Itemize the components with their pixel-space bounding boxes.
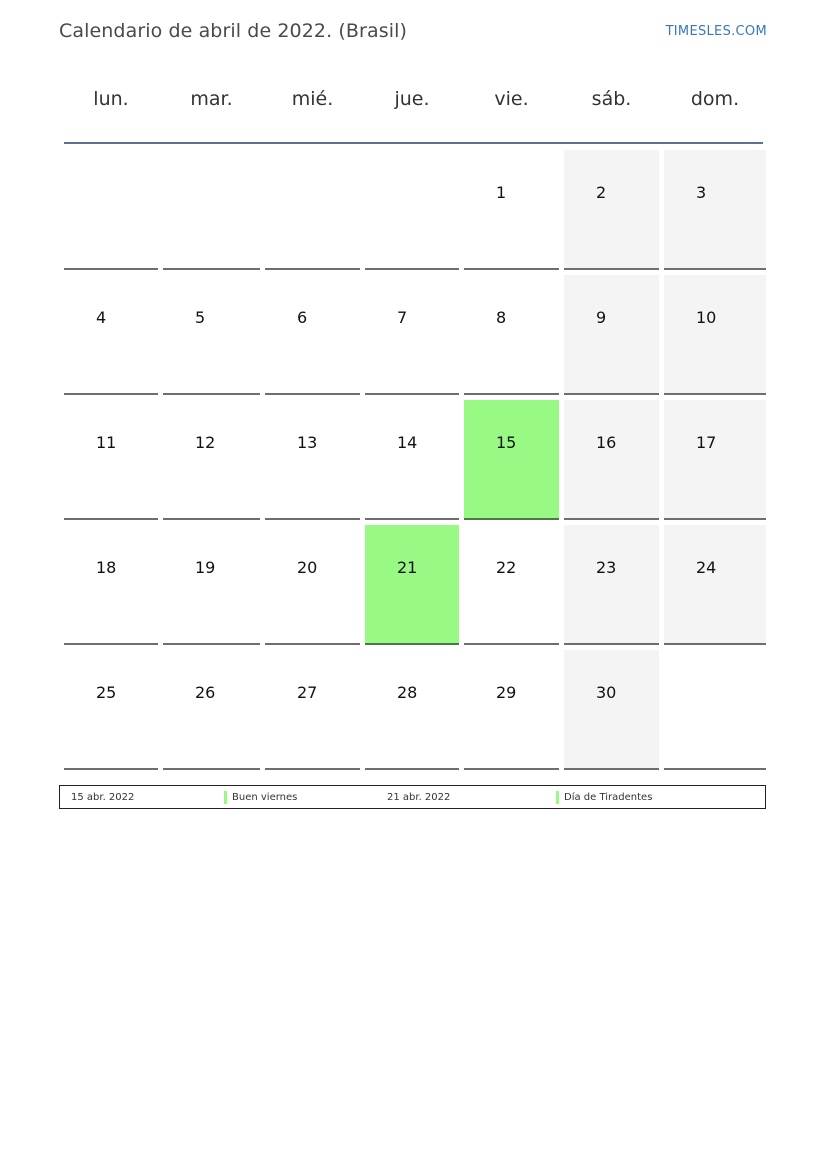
day-number: 29 (496, 683, 517, 702)
day-cell (564, 150, 659, 270)
day-number: 27 (297, 683, 318, 702)
day-number: 6 (297, 308, 308, 327)
day-cell (564, 650, 659, 770)
page-title: Calendario de abril de 2022. (Brasil) (59, 20, 407, 42)
empty-day-cell (64, 150, 158, 270)
legend-color-marker-2 (556, 791, 559, 804)
day-number: 5 (195, 308, 206, 327)
day-cell (365, 275, 459, 395)
legend-holiday-1: Buen viernes (232, 792, 298, 803)
day-number: 18 (96, 558, 117, 577)
day-cell (365, 650, 459, 770)
legend-date-2: 21 abr. 2022 (387, 792, 451, 803)
day-number: 16 (596, 433, 617, 452)
day-number: 14 (397, 433, 418, 452)
day-number: 21 (397, 558, 418, 577)
weekday-saturday: sáb. (591, 88, 632, 110)
day-number: 15 (496, 433, 517, 452)
day-number: 23 (596, 558, 617, 577)
day-cell (365, 400, 459, 520)
day-cell (664, 525, 766, 645)
holiday-legend (59, 785, 766, 809)
day-cell (265, 400, 360, 520)
weekday-header (64, 88, 763, 110)
empty-day-cell (365, 150, 459, 270)
day-number: 24 (696, 558, 717, 577)
day-cell (564, 275, 659, 395)
day-number: 25 (96, 683, 117, 702)
day-number: 7 (397, 308, 408, 327)
day-cell (163, 650, 260, 770)
day-number: 30 (596, 683, 617, 702)
legend-date-1: 15 abr. 2022 (71, 792, 135, 803)
day-cell (163, 525, 260, 645)
day-number: 3 (696, 183, 707, 202)
day-number: 22 (496, 558, 517, 577)
day-cell (464, 400, 559, 520)
legend-holiday-2: Día de Tiradentes (564, 792, 653, 803)
empty-day-cell (265, 150, 360, 270)
day-number: 20 (297, 558, 318, 577)
day-number: 11 (96, 433, 117, 452)
header-divider (64, 142, 763, 144)
day-cell (464, 650, 559, 770)
day-number: 13 (297, 433, 318, 452)
day-number: 2 (596, 183, 607, 202)
day-cell (564, 400, 659, 520)
day-cell (664, 275, 766, 395)
day-cell (464, 150, 559, 270)
legend-color-marker-1 (224, 791, 227, 804)
empty-day-cell (163, 150, 260, 270)
day-number: 28 (397, 683, 418, 702)
day-cell (64, 275, 158, 395)
day-cell (265, 275, 360, 395)
day-number: 19 (195, 558, 216, 577)
day-cell (265, 650, 360, 770)
weekday-monday: lun. (93, 88, 129, 110)
day-cell (64, 650, 158, 770)
day-number: 4 (96, 308, 107, 327)
day-cell (163, 275, 260, 395)
day-cell (365, 525, 459, 645)
day-number: 17 (696, 433, 717, 452)
day-cell (664, 400, 766, 520)
day-number: 12 (195, 433, 216, 452)
day-number: 8 (496, 308, 507, 327)
weekday-sunday: dom. (690, 88, 740, 110)
day-cell (664, 150, 766, 270)
day-cell (464, 525, 559, 645)
empty-day-cell (664, 650, 766, 770)
weekday-thursday: jue. (394, 88, 430, 110)
calendar-grid (64, 150, 763, 770)
day-cell (265, 525, 360, 645)
brand-link[interactable]: TIMESLES.COM (665, 24, 767, 39)
day-cell (564, 525, 659, 645)
weekday-wednesday: mié. (291, 88, 334, 110)
day-cell (64, 400, 158, 520)
day-number: 26 (195, 683, 216, 702)
day-number: 9 (596, 308, 607, 327)
weekday-tuesday: mar. (190, 88, 233, 110)
day-cell (464, 275, 559, 395)
day-number: 1 (496, 183, 507, 202)
day-cell (163, 400, 260, 520)
weekday-friday: vie. (494, 88, 529, 110)
day-cell (64, 525, 158, 645)
day-number: 10 (696, 308, 717, 327)
